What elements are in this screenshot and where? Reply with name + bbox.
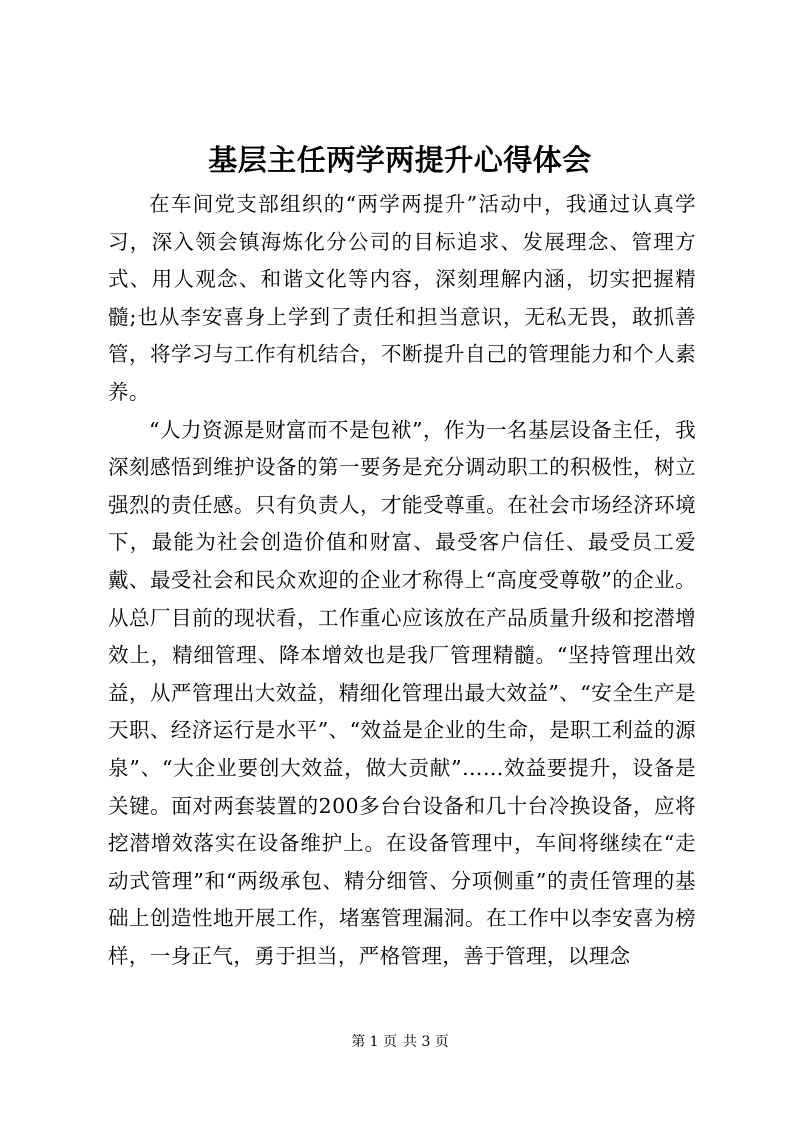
paragraph-1: 在车间党支部组织的“两学两提升”活动中，我通过认真学习，深入领会镇海炼化分公司的目标追求、发展理念、管理方式、用人观念、和谐文化等内容，深刻理解内涵，切实把握精髓;也从李安喜身上学到了责任和担当意识，无私无畏，敢抓善管，将学习与工作有机结合，不断提升自己的管理能力和个人素养。 [108, 192, 696, 404]
page-count: 共 3 页 [403, 1034, 449, 1050]
page-footer [0, 1032, 800, 1052]
document-body [108, 186, 696, 975]
page-number: 第 1 页 [351, 1034, 397, 1050]
paragraph-2: “人力资源是财富而不是包袱”，作为一名基层设备主任，我深刻感悟到维护设备的第一要务是充分调动职工的积极性，树立强烈的责任感。只有负责人，才能受尊重。在社会市场经济环境下，最能为社会创造价值和财富、最受客户信任、最受员工爱戴、最受社会和民众欢迎的企业才称得上“高度受尊敬”的企业。从总厂目前的现状看，工作重心应该放在产品质量升级和挖潜增效上，精细管理、降本增效也是我厂管理精髓。“坚持管理出效益，从严管理出大效益，精细化管理出最大效益”、“安全生产是天职、经济运行是水平”、“效益是企业的生命，是职工利益的源泉”、“大企业要创大效益，做大贡献”……效益要提升，设备是关键。面对两套装置的200多台台设备和几十台冷换设备，应将挖潜增效落实在设备维护上。在设备管理中，车间将继续在“走动式管理”和“两级承包、精分细管、分项侧重”的责任管理的基础上创造性地开展工作，堵塞管理漏洞。在工作中以李安喜为榜样，一身正气，勇于担当，严格管理，善于管理，以理念 [108, 417, 696, 968]
document-title: 基层主任两学两提升心得体会 [208, 143, 592, 177]
